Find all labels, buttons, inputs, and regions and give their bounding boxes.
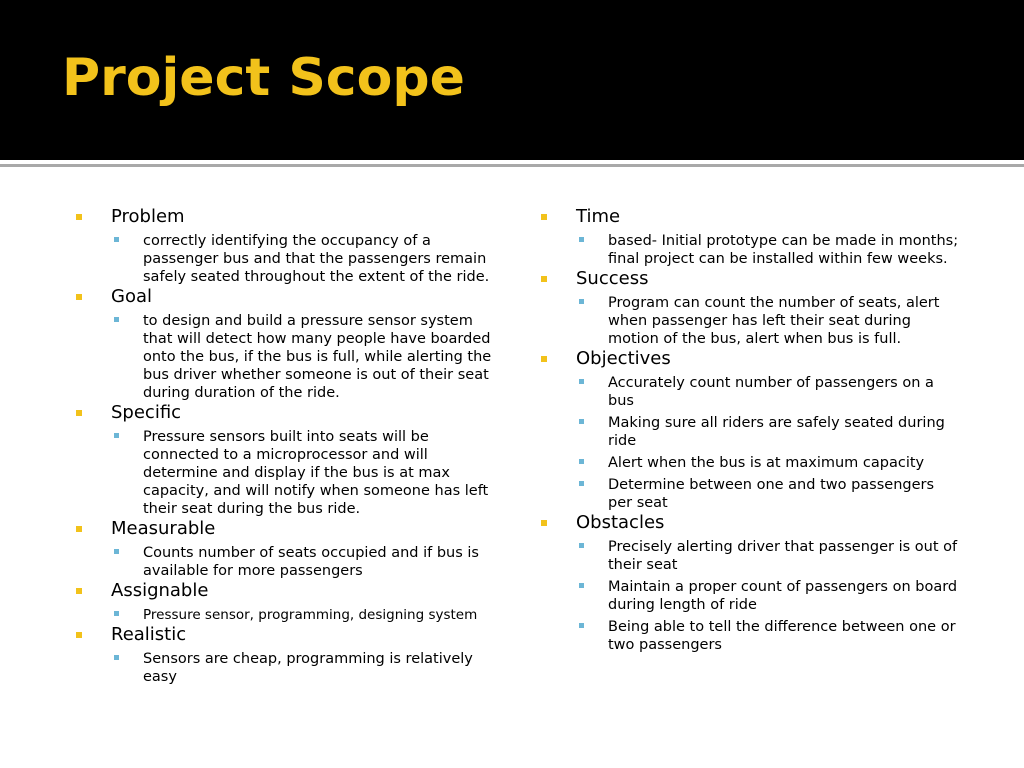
section-detail: based- Initial prototype can be made in months; final project can be installed within few weeks.: [608, 233, 959, 267]
section-obstacles: [541, 512, 961, 654]
section-goal: [76, 286, 496, 402]
square-bullet-icon: [579, 459, 584, 464]
square-bullet-icon: [579, 379, 584, 384]
section-heading: Measurable: [111, 518, 216, 539]
square-bullet-icon: [579, 583, 584, 588]
section-heading: Problem: [111, 206, 185, 227]
section-measurable: [76, 518, 496, 580]
square-bullet-icon: [114, 237, 119, 242]
section-heading: Goal: [111, 286, 152, 307]
section-detail: Being able to tell the difference between one or two passengers: [608, 619, 956, 653]
square-bullet-icon: [541, 214, 547, 220]
section-realistic: [76, 624, 496, 686]
section-detail: to design and build a pressure sensor system that will detect how many people have boarded onto the bus, if the bus is full, while alerting the bus driver whether someone is out of their seat during duration of the ride.: [143, 313, 492, 401]
square-bullet-icon: [579, 299, 584, 304]
square-bullet-icon: [76, 526, 82, 532]
section-detail: Counts number of seats occupied and if bus is available for more passengers: [143, 545, 479, 579]
section-heading: Obstacles: [576, 512, 665, 533]
section-specific: [76, 402, 496, 518]
square-bullet-icon: [76, 410, 82, 416]
divider-shadow: [0, 164, 1024, 167]
section-heading: Time: [576, 206, 621, 227]
section-detail: Maintain a proper count of passengers on board during length of ride: [608, 579, 958, 613]
section-detail: Pressure sensor, programming, designing system: [143, 607, 478, 623]
section-heading: Objectives: [576, 348, 671, 369]
square-bullet-icon: [114, 317, 119, 322]
section-detail: Precisely alerting driver that passenger is out of their seat: [608, 539, 958, 573]
square-bullet-icon: [76, 294, 82, 300]
square-bullet-icon: [541, 276, 547, 282]
section-detail: Pressure sensors built into seats will be connected to a microprocessor and will determine and display if the bus is at max capacity, and will notify when someone has left their seat during the bus ride.: [143, 429, 489, 517]
square-bullet-icon: [76, 214, 82, 220]
right-column: [541, 206, 961, 654]
left-column: [76, 206, 496, 686]
section-objectives: [541, 348, 961, 512]
square-bullet-icon: [76, 588, 82, 594]
section-assignable: [76, 580, 496, 624]
section-detail: correctly identifying the occupancy of a passenger bus and that the passengers remain safely seated throughout the extent of the ride.: [143, 233, 490, 285]
section-detail: Making sure all riders are safely seated during ride: [608, 415, 945, 449]
section-heading: Success: [576, 268, 649, 289]
section-detail: Determine between one and two passengers per seat: [608, 477, 935, 511]
square-bullet-icon: [579, 543, 584, 548]
section-heading: Specific: [111, 402, 182, 423]
square-bullet-icon: [76, 632, 82, 638]
section-detail: Accurately count number of passengers on a bus: [608, 375, 934, 409]
section-detail: Alert when the bus is at maximum capacity: [608, 455, 925, 471]
square-bullet-icon: [541, 356, 547, 362]
square-bullet-icon: [114, 433, 119, 438]
square-bullet-icon: [114, 655, 119, 660]
title-banner: [0, 0, 1024, 160]
square-bullet-icon: [541, 520, 547, 526]
section-detail: Sensors are cheap, programming is relatively easy: [143, 651, 473, 685]
section-heading: Assignable: [111, 580, 209, 601]
square-bullet-icon: [579, 237, 584, 242]
square-bullet-icon: [114, 611, 119, 616]
slide-title: Project Scope: [62, 48, 465, 108]
square-bullet-icon: [114, 549, 119, 554]
section-time: [541, 206, 961, 268]
section-success: [541, 268, 961, 348]
section-heading: Realistic: [111, 624, 187, 645]
square-bullet-icon: [579, 419, 584, 424]
square-bullet-icon: [579, 481, 584, 486]
section-detail: Program can count the number of seats, alert when passenger has left their seat during motion of the bus, alert when bus is full.: [608, 295, 940, 347]
section-problem: [76, 206, 496, 286]
square-bullet-icon: [579, 623, 584, 628]
